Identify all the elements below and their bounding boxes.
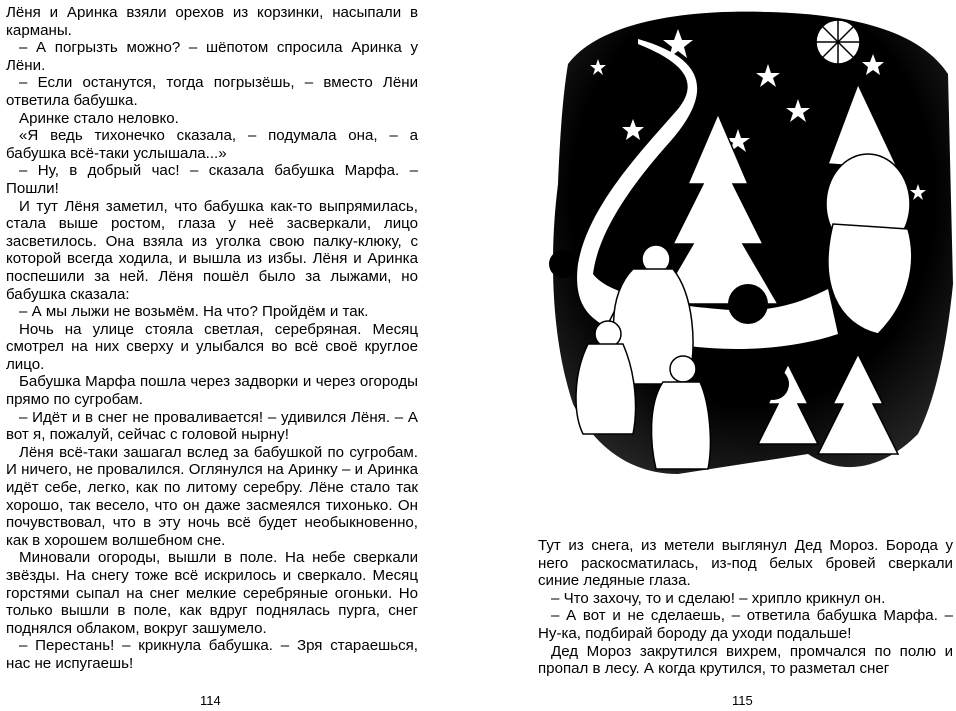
paragraph: Лёня и Аринка взяли орехов из корзинки, насыпали в карманы.: [6, 4, 418, 39]
paragraph: – А погрызть можно? – шёпотом спросила Аринка у Лёни.: [6, 39, 418, 74]
page-number-right: 115: [732, 693, 753, 708]
paragraph: Лёня всё-таки зашагал вслед за бабушкой по сугробам. И ничего, не провалился. Оглянулся на Аринку – и Аринка идёт себе, легко, как по литому серебру. Лёне стало так хорошо, так весело, что он даже засмеялся тихонько. Он почувствовал, что в эту ночь всё будет необыкновенно, как в хорошем волшебном сне.: [6, 443, 418, 549]
paragraph: – Ну, в добрый час! – сказала бабушка Марфа. – Пошли!: [6, 162, 418, 197]
paragraph: – А вот и не сделаешь, – ответила бабушка Марфа. – Ну-ка, подбирай бороду да уходи подальше!: [538, 607, 953, 642]
snowflake-top: [816, 20, 860, 64]
right-page: [478, 0, 956, 711]
page-number-left: 114: [200, 693, 221, 708]
right-page-text: [538, 537, 953, 678]
paragraph: И тут Лёня заметил, что бабушка как-то выпрямилась, стала выше ростом, глаза у неё засверкали, лицо засветилось. Она взяла из уголка свою палку-клюку, с которой всегда ходила, и вышла из избы. Лёня и Аринка поспешили за ней. Лёня пошёл было за лыжами, но бабушка сказала:: [6, 197, 418, 303]
left-page-text: [6, 4, 418, 673]
paragraph: Тут из снега, из метели выглянул Дед Мороз. Борода у него раскосматилась, из-под белых бровей сверкали синие ледяные глаза.: [538, 537, 953, 590]
paragraph: – Идёт и в снег не проваливается! – удивился Лёня. – А вот я, пожалуй, сейчас с головой нырну!: [6, 408, 418, 444]
paragraph: – Перестань! – крикнула бабушка. – Зря стараешься, нас не испугаешь!: [6, 637, 418, 672]
paragraph: Бабушка Марфа пошла через задворки и через огороды прямо по сугробам.: [6, 373, 418, 409]
paragraph: – Если останутся, тогда погрызёшь, – вместо Лёни ответила бабушка.: [6, 74, 418, 109]
paragraph: «Я ведь тихонечко сказала, – подумала она, – а бабушка всё-таки услышала...»: [6, 127, 418, 162]
paragraph: Ночь на улице стояла светлая, серебряная. Месяц смотрел на них сверху и улыбался во всё своё круглое лицо.: [6, 320, 418, 373]
paragraph: – Что захочу, то и сделаю! – хрипло крикнул он.: [551, 589, 886, 607]
paragraph: – А мы лыжи не возьмём. На что? Пройдём и так.: [19, 303, 369, 321]
paragraph: Аринке стало неловко.: [19, 109, 179, 127]
paragraph: Дед Мороз закрутился вихрем, промчался по полю и пропал в лесу. А когда крутился, то разметал снег: [538, 642, 953, 678]
paragraph: Миновали огороды, вышли в поле. На небе сверкали звёзды. На снегу тоже всё искрилось и сверкало. Месяц горстями сыпал на снег мелкие серебряные огоньки. Но только вышли в поле, как вдруг поднялась пурга, снег поднялся облаком, вокруг зашумело.: [6, 549, 418, 637]
winter-night-illustration: [538, 4, 956, 509]
